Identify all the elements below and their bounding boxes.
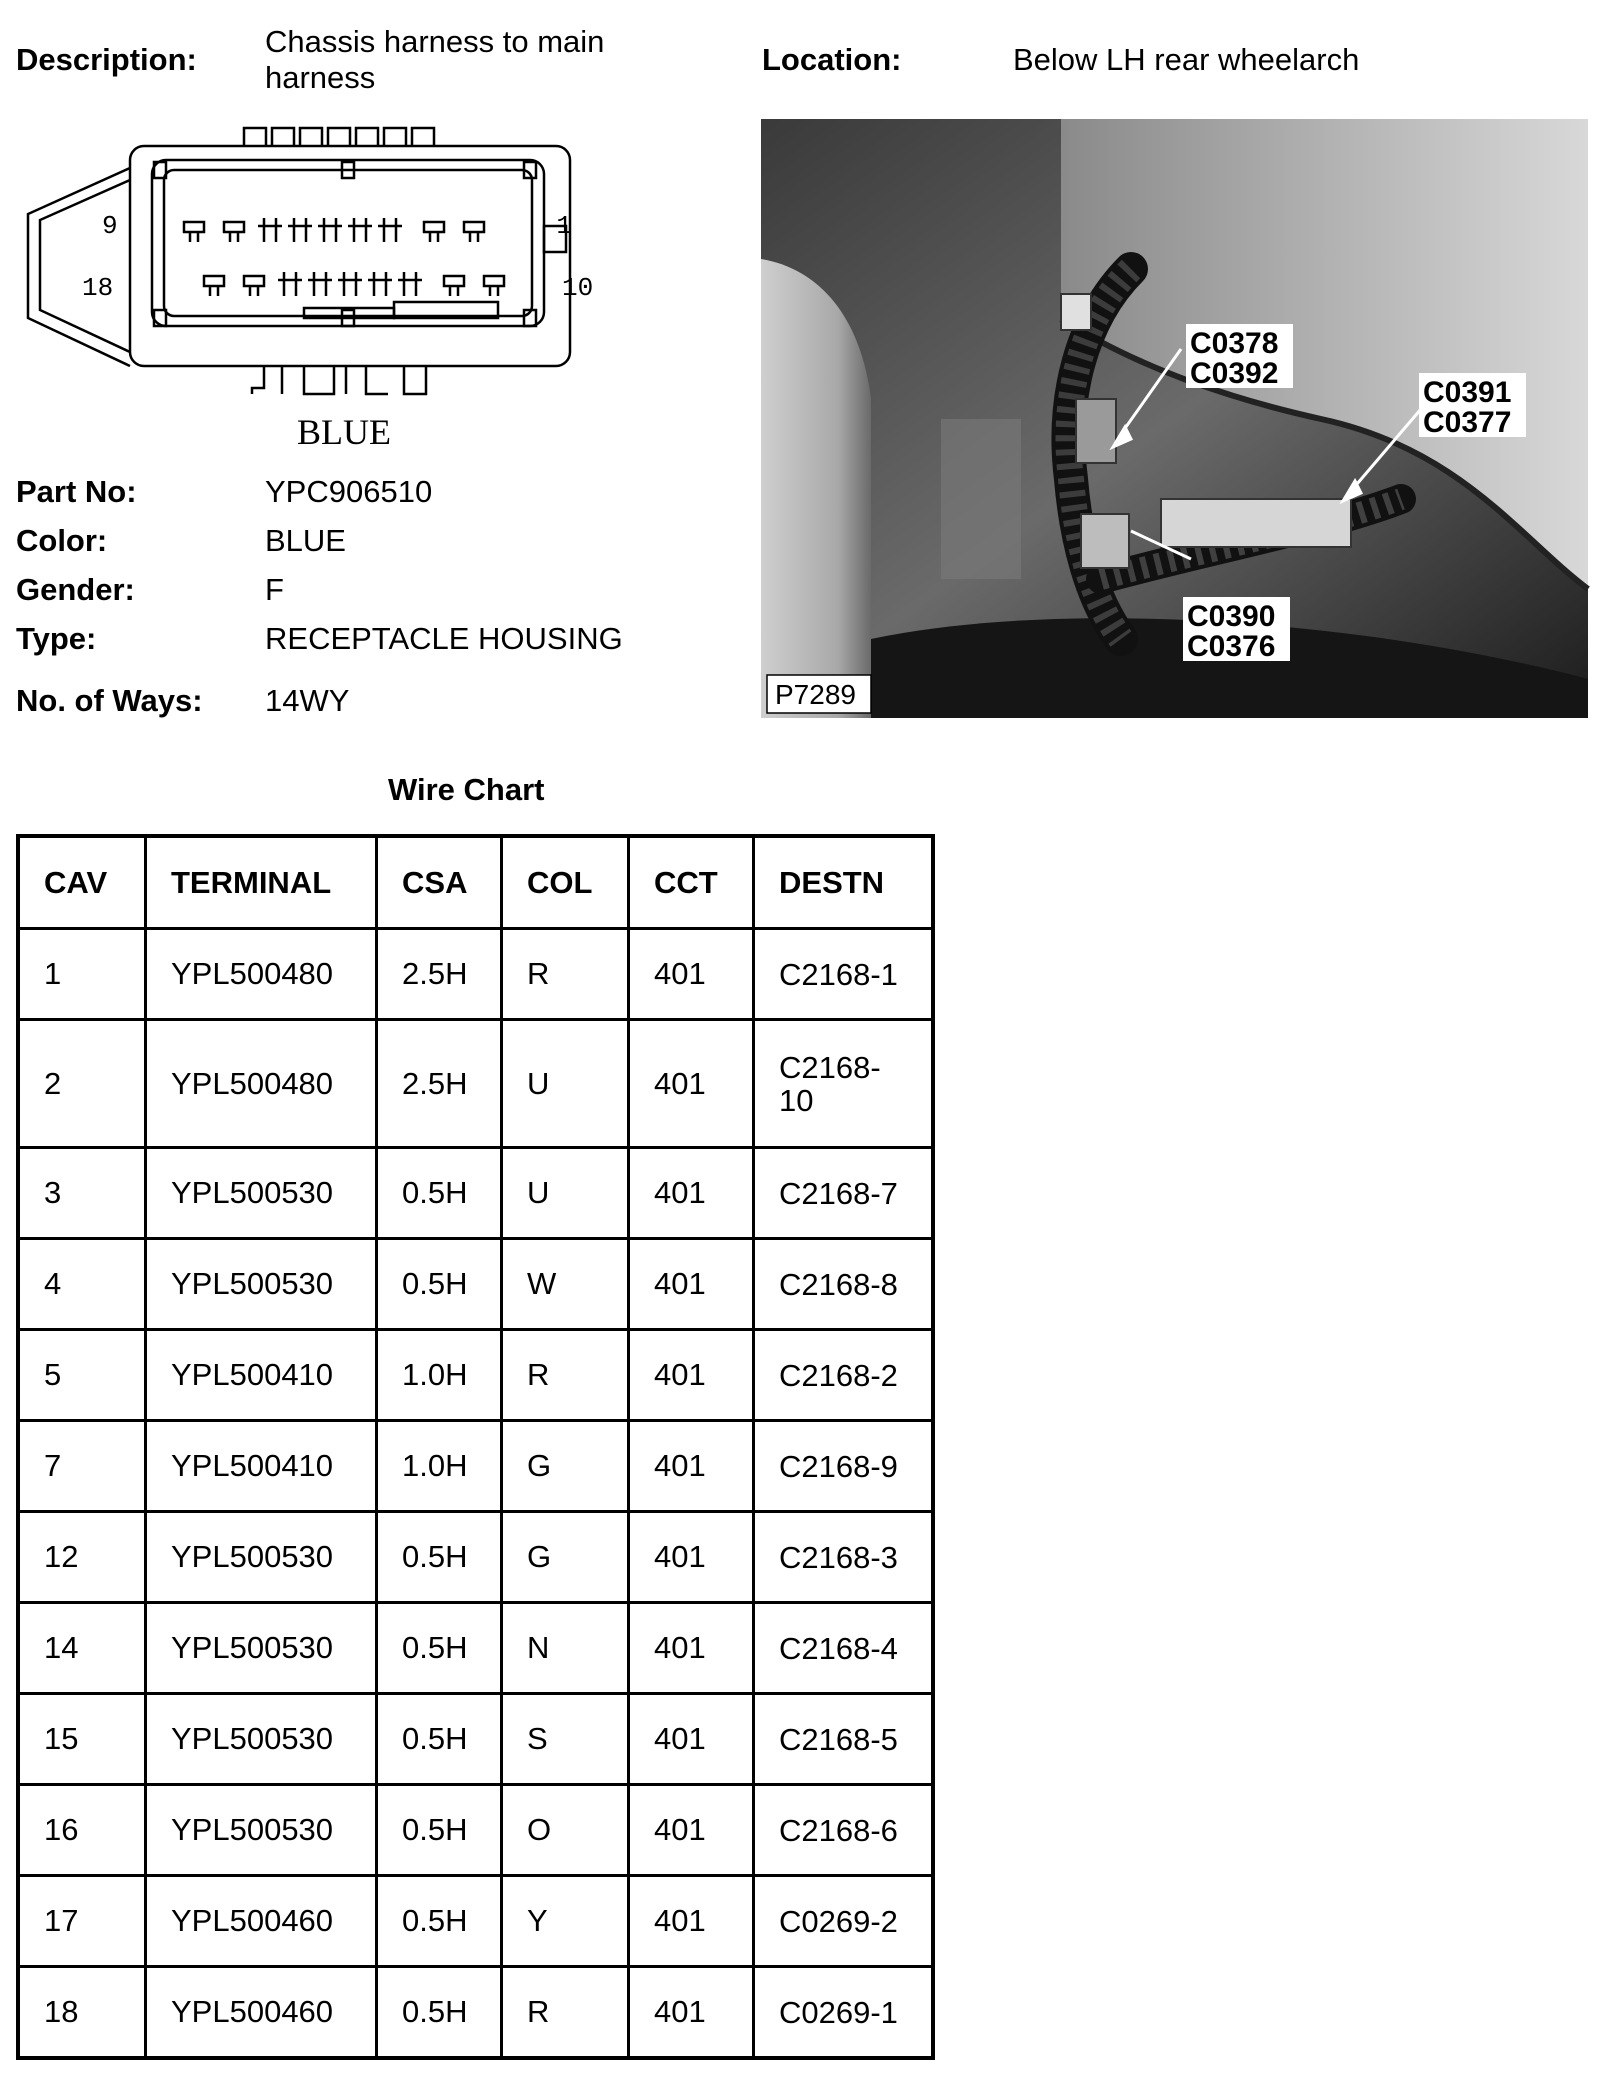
column-header-col: COL xyxy=(502,836,629,929)
table-row xyxy=(18,1020,933,1148)
cell-terminal: YPL500530 xyxy=(146,1148,377,1239)
cell-cct: 401 xyxy=(629,1421,754,1512)
cell-cav: 7 xyxy=(18,1421,146,1512)
cell-csa: 2.5H xyxy=(377,1020,502,1148)
cell-csa: 0.5H xyxy=(377,1148,502,1239)
cell-terminal: YPL500410 xyxy=(146,1421,377,1512)
cell-cct: 401 xyxy=(629,1148,754,1239)
spec-value-color: BLUE xyxy=(265,523,346,558)
table-row xyxy=(18,1148,933,1239)
cell-destn: C0269-2 xyxy=(754,1876,934,1967)
cell-cct: 401 xyxy=(629,929,754,1020)
callout-c0376: C0376 xyxy=(1187,630,1276,663)
column-header-csa: CSA xyxy=(377,836,502,929)
cell-col: W xyxy=(502,1239,629,1330)
cell-cav: 2 xyxy=(18,1020,146,1148)
cell-terminal: YPL500530 xyxy=(146,1694,377,1785)
table-header-row xyxy=(18,836,933,929)
column-header-cav: CAV xyxy=(18,836,146,929)
callout-c0390: C0390 xyxy=(1187,600,1276,633)
spec-label-type: Type: xyxy=(16,621,97,656)
cell-cav: 5 xyxy=(18,1330,146,1421)
cell-col: U xyxy=(502,1148,629,1239)
cell-col: G xyxy=(502,1512,629,1603)
wire-chart-body xyxy=(18,929,933,2059)
cell-destn: C2168-3 xyxy=(754,1512,934,1603)
cell-cct: 401 xyxy=(629,1967,754,2059)
cell-col: U xyxy=(502,1020,629,1148)
cell-destn: C2168-7 xyxy=(754,1148,934,1239)
table-row xyxy=(18,1239,933,1330)
cell-destn: C2168-10 xyxy=(754,1020,934,1148)
table-row xyxy=(18,1876,933,1967)
cell-cav: 1 xyxy=(18,929,146,1020)
cell-terminal: YPL500480 xyxy=(146,929,377,1020)
cell-csa: 1.0H xyxy=(377,1330,502,1421)
cell-cav: 16 xyxy=(18,1785,146,1876)
cell-terminal: YPL500460 xyxy=(146,1876,377,1967)
cell-csa: 1.0H xyxy=(377,1421,502,1512)
cell-csa: 0.5H xyxy=(377,1876,502,1967)
spec-label-ways: No. of Ways: xyxy=(16,683,203,718)
cell-col: R xyxy=(502,929,629,1020)
cell-terminal: YPL500530 xyxy=(146,1785,377,1876)
cell-col: Y xyxy=(502,1876,629,1967)
cell-csa: 0.5H xyxy=(377,1239,502,1330)
cell-cct: 401 xyxy=(629,1603,754,1694)
cell-destn: C2168-8 xyxy=(754,1239,934,1330)
callout-c0378: C0378 xyxy=(1190,327,1279,360)
connector-face-diagram xyxy=(14,118,594,458)
connector-color-caption: BLUE xyxy=(297,412,391,452)
cell-destn: C0269-1 xyxy=(754,1967,934,2059)
cell-cav: 3 xyxy=(18,1148,146,1239)
spec-value-ways: 14WY xyxy=(265,683,350,718)
pin-label-10: 10 xyxy=(562,273,594,303)
cell-destn: C2168-9 xyxy=(754,1421,934,1512)
table-row xyxy=(18,1785,933,1876)
location-photo xyxy=(761,119,1588,718)
cell-csa: 0.5H xyxy=(377,1785,502,1876)
cell-cav: 14 xyxy=(18,1603,146,1694)
column-header-terminal: TERMINAL xyxy=(146,836,377,929)
figure-id: P7289 xyxy=(775,679,856,710)
column-header-destn: DESTN xyxy=(754,836,934,929)
table-row xyxy=(18,1967,933,2059)
table-row xyxy=(18,1512,933,1603)
pin-label-18: 18 xyxy=(82,273,114,303)
spec-label-color: Color: xyxy=(16,523,108,558)
cell-cct: 401 xyxy=(629,1512,754,1603)
cell-cct: 401 xyxy=(629,1239,754,1330)
cell-col: R xyxy=(502,1967,629,2059)
cell-destn: C2168-4 xyxy=(754,1603,934,1694)
callout-c0392: C0392 xyxy=(1190,357,1279,390)
cell-csa: 0.5H xyxy=(377,1512,502,1603)
table-row xyxy=(18,1694,933,1785)
spec-value-type: RECEPTACLE HOUSING xyxy=(265,621,623,656)
spec-value-part-no: YPC906510 xyxy=(265,474,433,509)
column-header-cct: CCT xyxy=(629,836,754,929)
pin-label-9: 9 xyxy=(102,211,118,241)
cell-cct: 401 xyxy=(629,1876,754,1967)
location-value: Below LH rear wheelarch xyxy=(1013,42,1360,77)
cell-cav: 12 xyxy=(18,1512,146,1603)
wire-chart-table xyxy=(16,834,935,2060)
cell-col: N xyxy=(502,1603,629,1694)
spec-value-gender: F xyxy=(265,572,284,607)
callout-c0377: C0377 xyxy=(1423,406,1512,439)
cell-terminal: YPL500530 xyxy=(146,1239,377,1330)
spec-label-part-no: Part No: xyxy=(16,474,137,509)
cell-terminal: YPL500410 xyxy=(146,1330,377,1421)
cell-terminal: YPL500530 xyxy=(146,1603,377,1694)
cell-terminal: YPL500460 xyxy=(146,1967,377,2059)
cell-cct: 401 xyxy=(629,1694,754,1785)
cell-csa: 0.5H xyxy=(377,1694,502,1785)
cell-col: R xyxy=(502,1330,629,1421)
cell-col: G xyxy=(502,1421,629,1512)
description-value: Chassis harness to main harness xyxy=(265,24,605,95)
location-label: Location: xyxy=(762,42,902,77)
cell-cct: 401 xyxy=(629,1020,754,1148)
cell-col: O xyxy=(502,1785,629,1876)
wire-chart-title: Wire Chart xyxy=(388,772,545,807)
table-row xyxy=(18,1330,933,1421)
cell-terminal: YPL500480 xyxy=(146,1020,377,1148)
cell-csa: 2.5H xyxy=(377,929,502,1020)
cell-terminal: YPL500530 xyxy=(146,1512,377,1603)
cell-destn: C2168-1 xyxy=(754,929,934,1020)
cell-destn: C2168-6 xyxy=(754,1785,934,1876)
cell-cct: 401 xyxy=(629,1785,754,1876)
cell-csa: 0.5H xyxy=(377,1967,502,2059)
cell-destn: C2168-5 xyxy=(754,1694,934,1785)
table-row xyxy=(18,1603,933,1694)
table-row xyxy=(18,929,933,1020)
cell-cav: 15 xyxy=(18,1694,146,1785)
cell-col: S xyxy=(502,1694,629,1785)
callout-c0391: C0391 xyxy=(1423,376,1512,409)
cell-cct: 401 xyxy=(629,1330,754,1421)
cell-cav: 4 xyxy=(18,1239,146,1330)
table-row xyxy=(18,1421,933,1512)
pin-label-1: 1 xyxy=(556,211,572,241)
cell-cav: 17 xyxy=(18,1876,146,1967)
spec-label-gender: Gender: xyxy=(16,572,135,607)
cell-destn: C2168-2 xyxy=(754,1330,934,1421)
description-label: Description: xyxy=(16,42,197,77)
cell-cav: 18 xyxy=(18,1967,146,2059)
cell-csa: 0.5H xyxy=(377,1603,502,1694)
